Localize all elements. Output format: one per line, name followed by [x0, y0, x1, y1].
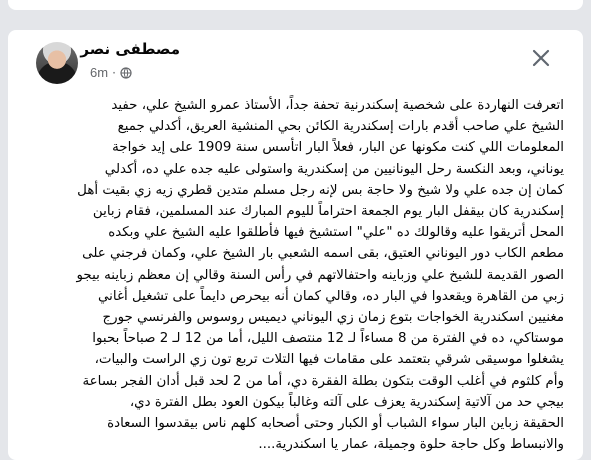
post-text-line: الشيخ علي صاحب أقدم بارات إسكندرية الكائن بحي المنشية العريق، أكدلي جميع: [117, 119, 564, 135]
post-meta: [90, 65, 132, 80]
close-button[interactable]: [529, 46, 553, 70]
post-text-line: بيجي حد من آلاتية إسكندرية يعزف على آلته وغالباً بيكون العود بطل الفترة دي،: [129, 394, 564, 410]
post-text-line: الحقيقة زباين البار سواء الشباب أو الكبار وحتى أصحابه كلهم ناس بيقدسوا السعادة: [107, 416, 564, 432]
author-name[interactable]: مصطفى نصر: [80, 40, 180, 58]
post-text-line: المعلومات اللي كنت مكونها عن البار، فعلاً البار اتأسس سنة 1909 على إيد خواجة: [112, 140, 564, 156]
post-text-line: يشغلوا موسيقى شرقي بتعتمد على مقامات فيها التلات تربع تون زي الراست والبيات،: [94, 352, 564, 368]
meta-separator: ·: [112, 65, 116, 80]
post-text-line: إسكندرية كان بيقفل البار يوم الجمعة احتراماً لليوم المبارك عند المسلمين، فقام زباين: [92, 204, 564, 220]
post-text-line: زبي من القاهرة ويقعدوا في البار ده، وقالي كمان أنه بيحرص دايماً على تشغيل أغاني: [98, 288, 564, 304]
globe-icon: [120, 67, 132, 79]
close-icon: [531, 48, 551, 68]
post-text-line: مغنيين اسكندرية الخواجات بتوع زمان زي اليوناني ديميس روسوس والفرنسي جورج: [102, 310, 564, 326]
post-text-line: وأم كلثوم في أغلب الوقت بتكون بطلة الفقرة دي، أما من 2 لحد قبل أدان الفجر بساعة: [82, 373, 564, 389]
previous-post-card: [8, 0, 583, 10]
post-card: [8, 30, 583, 460]
post-text: [22, 95, 564, 455]
author-avatar[interactable]: [36, 42, 78, 84]
post-text-line: موستاكي، ده في الفترة من 8 مساءاً لـ 12 منتصف الليل، أما من 12 لـ 2 صباحاً بحبوا: [92, 331, 564, 347]
post-text-line: يوناني، وبعد النكسة رحل اليونانيين من إسكندرية واستولى عليه جده علي ده، أكدلي: [104, 161, 564, 177]
post-text-line: اتعرفت النهاردة على شخصية إسكندرنية تحفة جداً، الأستاذ عمرو الشيخ علي، حفيد: [111, 98, 564, 113]
post-text-line: كمان إن جده علي ولا شيخ ولا حاجة بس لإنه رجل مسلم متدين قطري زيه زي بقيت أهل: [77, 182, 564, 198]
post-text-line: المحل أتريقوا عليه وقالولك ده "علي" استشيخ فيها فأطلقوا عليه الشيخ علي وبكده: [108, 225, 564, 241]
post-text-line: الصور القديمة للشيخ علي وزباينه واحتفالاتهم في رأس السنة وقالي إن معظم زباينه بيجو: [76, 267, 564, 283]
post-time[interactable]: 6m: [90, 65, 109, 80]
post-text-line: والانبساط وكل حاجة حلوة وجميلة، عمار يا اسكندرية....: [258, 437, 564, 453]
post-text-line: مطعم الكاب دور اليوناني العتيق، بقى اسمه الشعبي بار الشيخ علي، وكمان فرجني على: [82, 246, 564, 262]
